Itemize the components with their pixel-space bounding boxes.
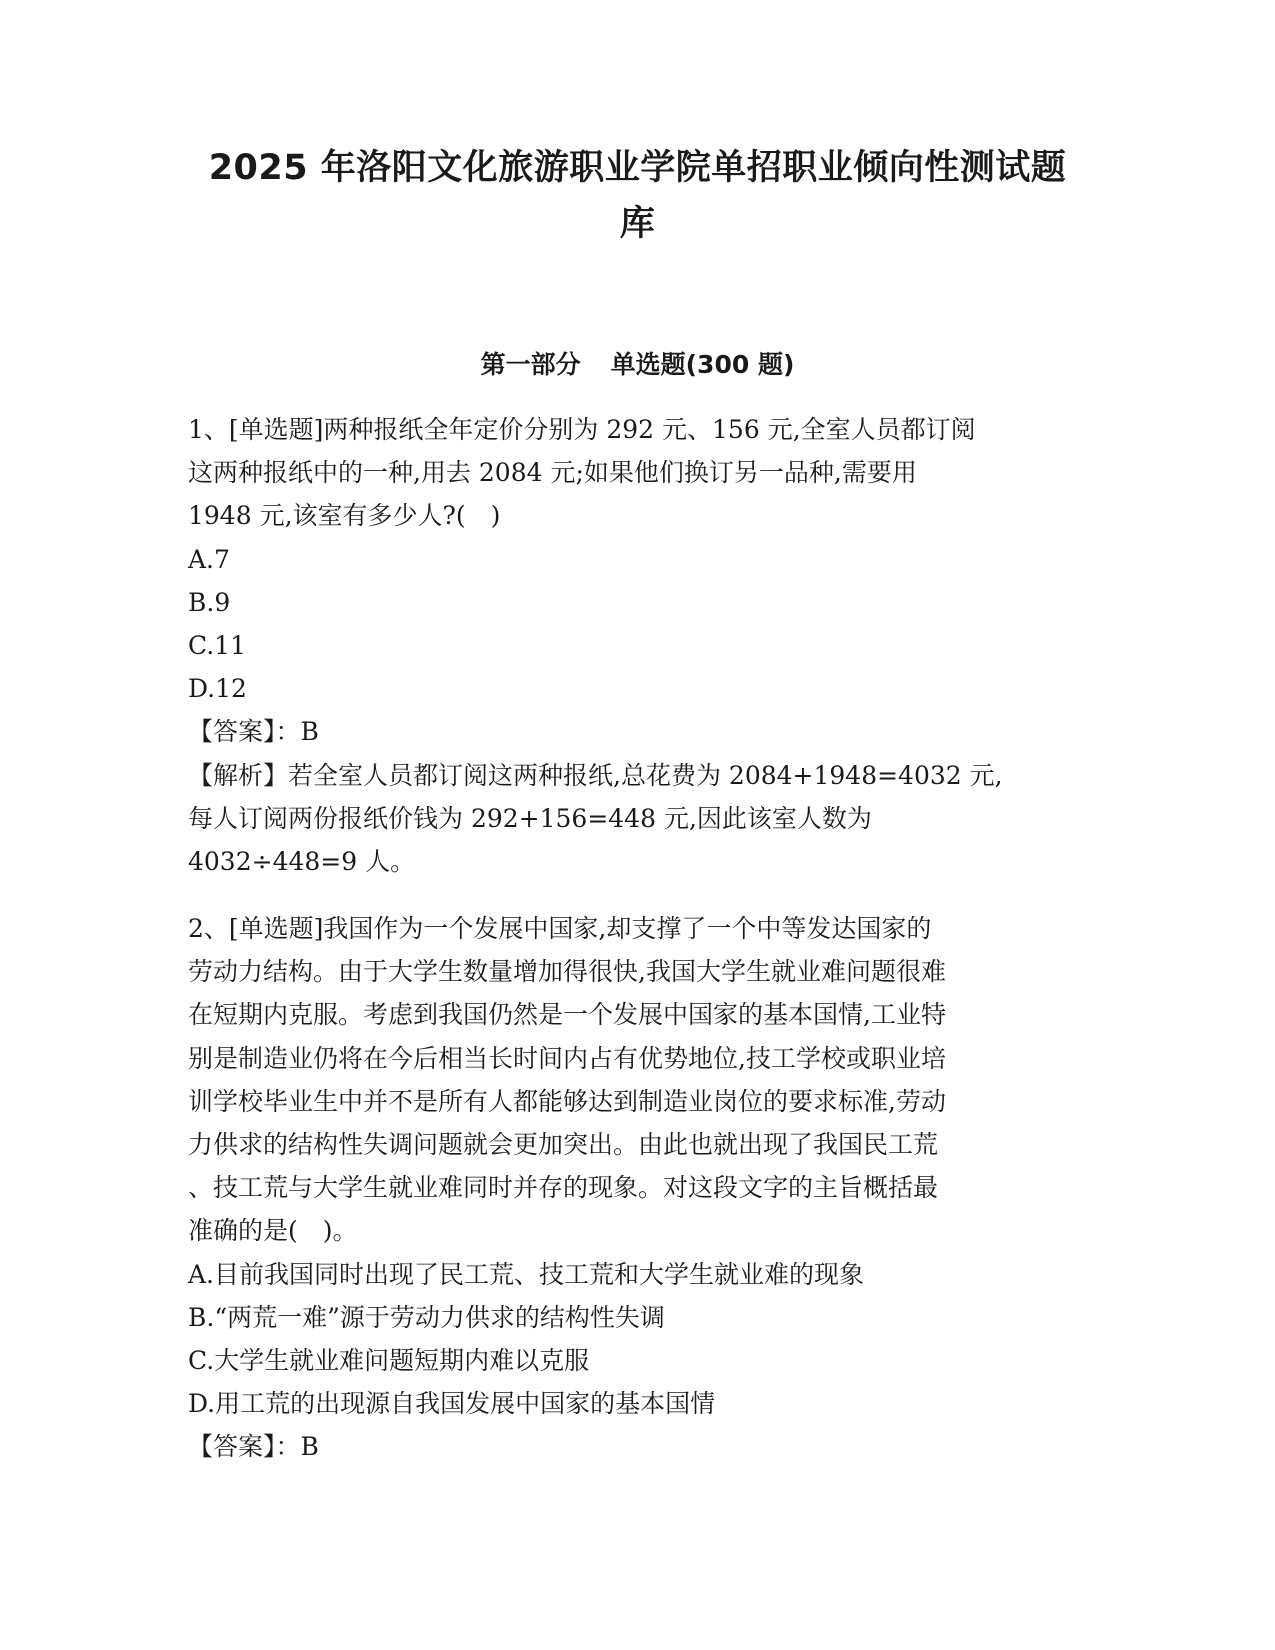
option-d: D.用工荒的出现源自我国发展中国家的基本国情 xyxy=(188,1389,716,1419)
question-stem-line: 这两种报纸中的一种,用去 2084 元;如果他们换订另一品种,需要用 xyxy=(188,458,917,488)
analysis-row xyxy=(188,754,1083,797)
option-c: C.大学生就业难问题短期内难以克服 xyxy=(188,1345,590,1375)
title-line-2: 库 xyxy=(619,204,656,244)
analysis-label: 【解析】 xyxy=(188,760,289,790)
question-stem-line: 、技工荒与大学生就业难同时并存的现象。对这段文字的主旨概括最 xyxy=(188,1173,939,1203)
title-line-1: 2025 年洛阳文化旅游职业学院单招职业倾向性测试题 xyxy=(208,148,1067,188)
question-2 xyxy=(188,907,1083,1468)
answer-value: B xyxy=(300,717,319,747)
option-a: A.目前我国同时出现了民工荒、技工荒和大学生就业难的现象 xyxy=(188,1259,865,1289)
analysis-line: 4032÷448=9 人。 xyxy=(188,846,416,876)
answer-value: B xyxy=(300,1432,319,1462)
question-stem-line: 劳动力结构。由于大学生数量增加得很快,我国大学生就业难问题很难 xyxy=(188,957,946,987)
section-heading xyxy=(160,347,1115,383)
section-name: 单选题(300 题) xyxy=(610,350,795,379)
option-b: B.9 xyxy=(188,587,231,617)
question-stem-line: 2、[单选题]我国作为一个发展中国家,却支撑了一个中等发达国家的 xyxy=(188,914,932,944)
answer-row xyxy=(188,710,1083,753)
question-list xyxy=(188,408,1083,1469)
option-c: C.11 xyxy=(188,630,246,660)
document-title xyxy=(160,140,1115,252)
question-1 xyxy=(188,408,1083,883)
question-stem-line: 别是制造业仍将在今后相当长时间内占有优势地位,技工学校或职业培 xyxy=(188,1043,946,1073)
option-d: D.12 xyxy=(188,674,247,704)
question-stem-line: 在短期内克服。考虑到我国仍然是一个发展中国家的基本国情,工业特 xyxy=(188,1000,946,1030)
question-stem-line: 力供求的结构性失调问题就会更加突出。由此也就出现了我国民工荒 xyxy=(188,1130,939,1159)
answer-row xyxy=(188,1425,1083,1468)
question-stem-line: 准确的是( )。 xyxy=(188,1216,358,1246)
question-stem-line: 训学校毕业生中并不是所有人都能够达到制造业岗位的要求标准,劳动 xyxy=(188,1086,946,1116)
answer-label: 【答案】： xyxy=(188,1432,301,1462)
answer-label: 【答案】： xyxy=(188,717,301,747)
analysis-line: 若全室人员都订阅这两种报纸,总花费为 2084+1948=4032 元, xyxy=(288,760,1003,790)
analysis-line: 每人订阅两份报纸价钱为 292+156=448 元,因此该室人数为 xyxy=(188,803,872,833)
option-b: B.“两荒一难”源于劳动力供求的结构性失调 xyxy=(188,1302,665,1332)
question-stem-line: 1948 元,该室有多少人?( ) xyxy=(188,501,501,531)
option-a: A.7 xyxy=(188,544,230,574)
section-part: 第一部分 xyxy=(480,350,581,379)
question-stem-line: 1、[单选题]两种报纸全年定价分别为 292 元、156 元,全室人员都订阅 xyxy=(188,415,976,444)
